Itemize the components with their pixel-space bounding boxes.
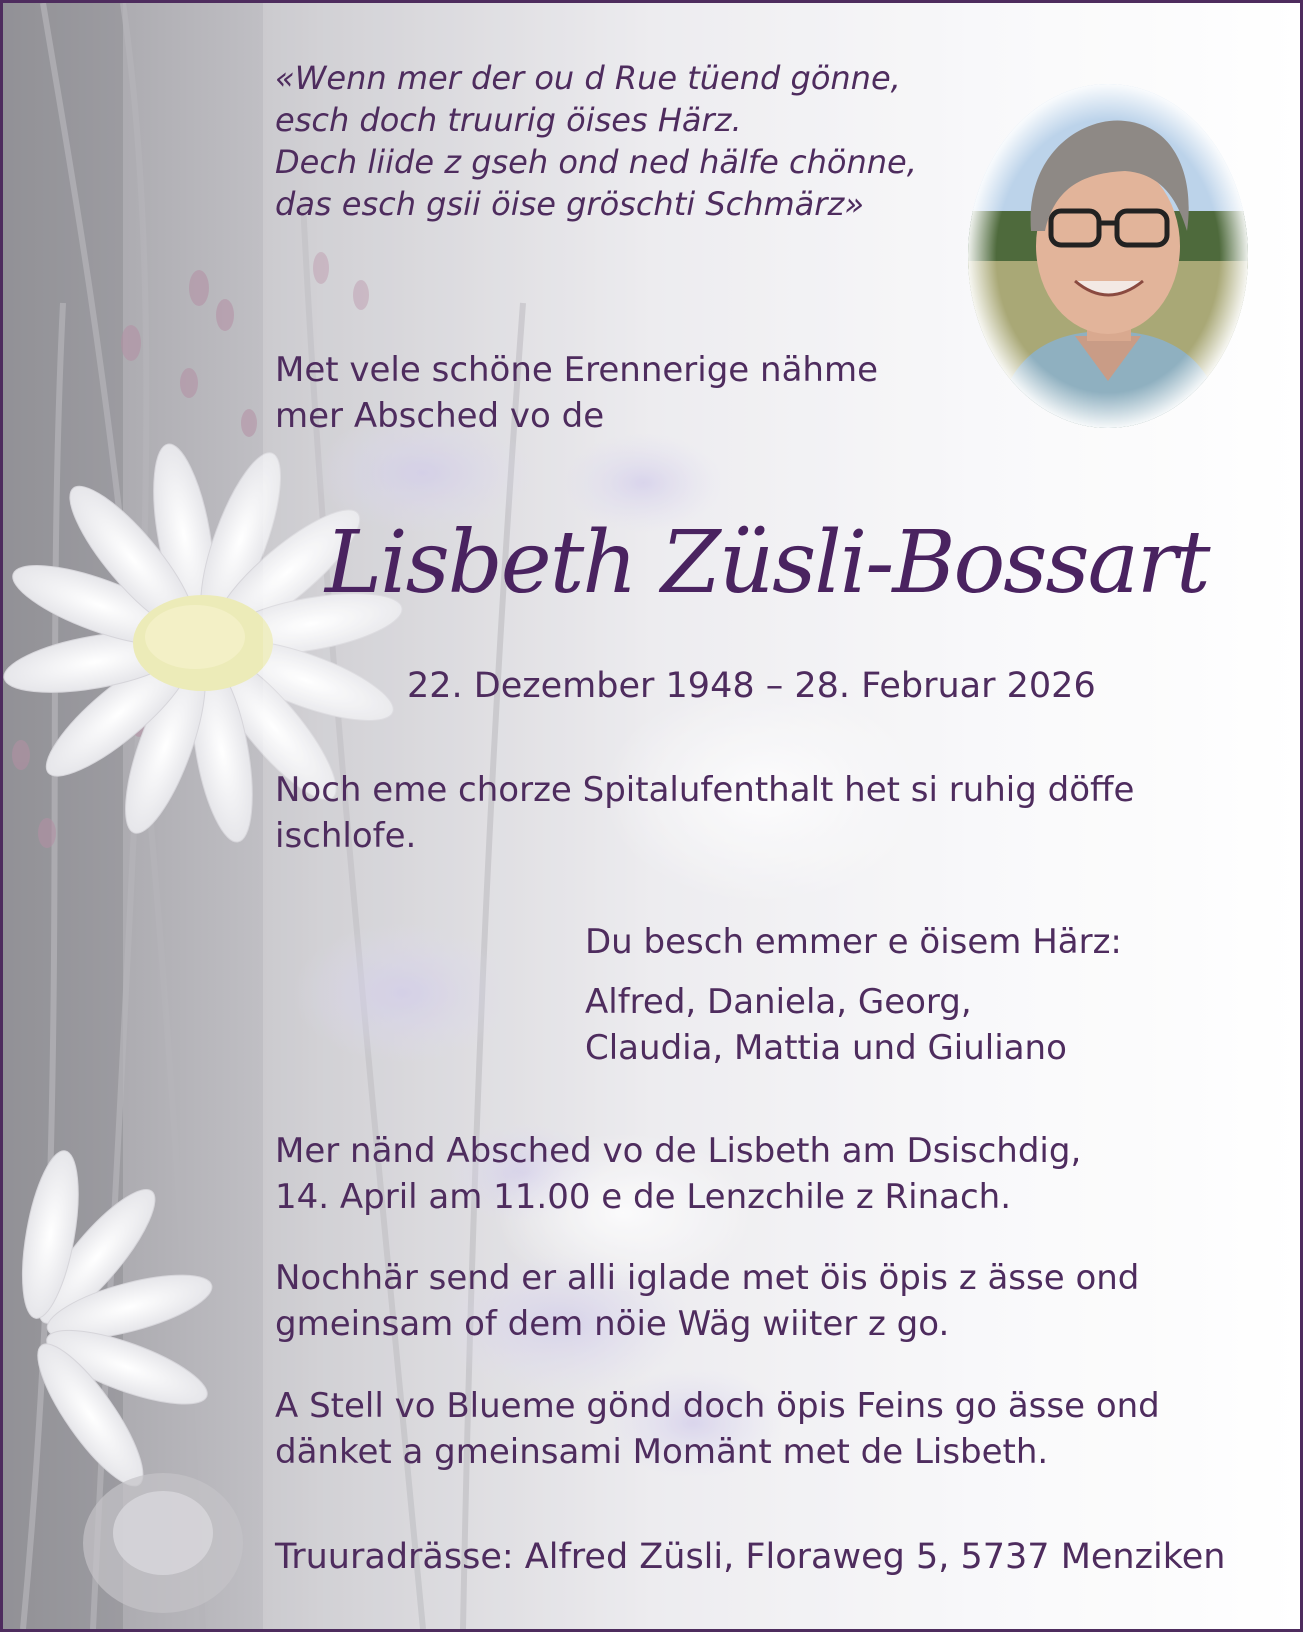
portrait-photo	[965, 81, 1251, 431]
intro-text: Met vele schöne Erennerige nähme mer Absched vo de	[275, 350, 878, 436]
invitation-text: Nochhär send er alli iglade met öis öpis z ässe ond gmeinsam of dem nöie Wäg wiiter z go.	[275, 1258, 1140, 1344]
farewell-service-text: Mer nänd Absched vo de Lisbeth am Dsischdig, 14. April am 11.00 e de Lenzchile z Rinach.	[275, 1131, 1082, 1217]
life-dates: 22. Dezember 1948 – 28. Februar 2026	[407, 666, 1096, 706]
passing-notice: Noch eme chorze Spitalufenthalt het si ruhig döffe ischlofe.	[275, 770, 1135, 856]
family-heading: Du besch emmer e öisem Härz:	[585, 922, 1122, 962]
poem-quote: «Wenn mer der ou d Rue tüend gönne, esch doch truurig öises Härz. Dech liide z gseh ond ned hälfe chönne, das esch gsii öise gröschti Schmärz»	[275, 59, 917, 223]
mourning-address: Truuradrässe: Alfred Züsli, Floraweg 5, 5737 Menziken	[275, 1537, 1226, 1577]
family-names: Alfred, Daniela, Georg, Claudia, Mattia und Giuliano	[585, 982, 1067, 1068]
deceased-name: Lisbeth Züsli-Bossart	[325, 513, 1209, 613]
flowers-note-text: A Stell vo Blueme gönd doch öpis Feins go ässe ond dänket a gmeinsami Momänt met de Lisbeth.	[275, 1386, 1160, 1472]
